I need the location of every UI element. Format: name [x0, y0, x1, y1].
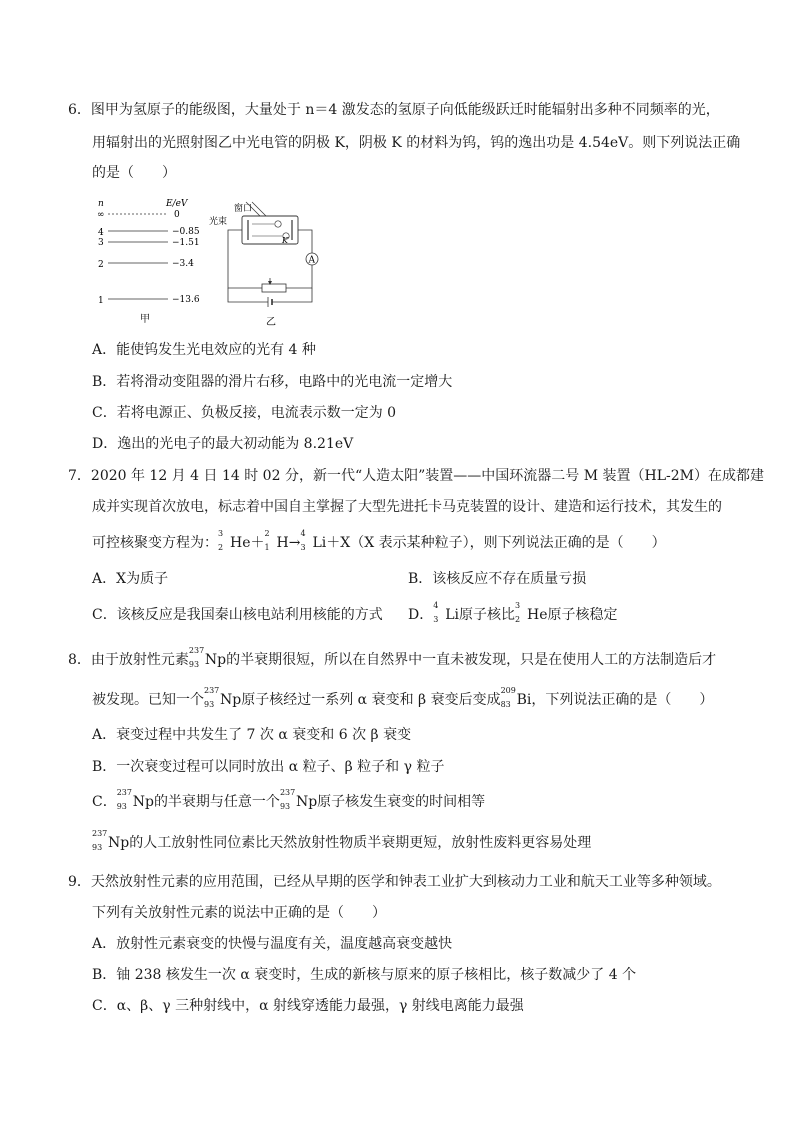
nuclide-np237-c2: 237 93 Np: [279, 788, 318, 811]
figure-caption-jia: 甲: [140, 314, 150, 325]
q6-option-c: C．若将电源正、负极反接，电流表示数一定为 0: [92, 405, 397, 421]
q9-option-b: B．铀 238 核发生一次 α 衰变时，生成的新核与原来的原子核相比，核子数减少了 4 个: [92, 967, 637, 983]
photocell-tube: [242, 216, 298, 244]
q7-stem-line3: [92, 529, 666, 553]
energy-level-diagram: [90, 196, 210, 328]
level-e-2: −3.4: [172, 259, 194, 269]
nuclide-np237-d: 237 93 Np: [92, 829, 130, 852]
q7-stem-line2: 成并实现首次放电，标志着中国自主掌握了大型先进托卡马克装置的设计、建造和运行技术，其发生的: [92, 499, 722, 515]
q7-option-a: A．X为质子: [92, 571, 169, 587]
rheostat: [262, 284, 286, 292]
q9-stem-line2: 下列有关放射性元素的说法中正确的是（ ）: [92, 905, 386, 921]
q8-option-b: B．一次衰变过程可以同时放出 α 粒子、β 粒子和 γ 粒子: [92, 759, 445, 775]
photoelectric-circuit-diagram: [208, 198, 326, 328]
nuclide-he3-option: 3 2 He: [515, 601, 548, 624]
nuclide-np237-b: 237 93 Np: [204, 686, 242, 709]
plus-x: ＋X: [326, 535, 351, 551]
electron-1: [275, 221, 281, 227]
figure-caption-yi: 乙: [266, 317, 276, 328]
nuclide-np237-c1: 237 93 Np: [116, 788, 154, 811]
nuclide-h2: 2 1 H: [264, 529, 289, 552]
nuclide-li4-option: 4 3 Li: [433, 601, 460, 624]
q7-option-d: D． 4 3 Li原子核比 3 2 He原子核稳定: [408, 601, 618, 624]
q7-eq-prefix: 可控核聚变方程为：: [92, 535, 218, 551]
q6-option-a: A．能使钨发生光电效应的光有 4 种: [92, 342, 316, 358]
q9-stem-line1: 9．天然放射性元素的应用范围，已经从早期的医学和钟表工业扩大到核动力工业和航天工业等多种领域。: [68, 874, 721, 890]
window-label: 窗口: [234, 204, 253, 214]
level-n-inf: ∞: [97, 210, 105, 220]
level-e-3: −1.51: [172, 238, 200, 248]
wire-right-top: [298, 230, 312, 253]
nuclide-he3: 3 2 He: [218, 529, 251, 552]
q8-option-a: A．衰变过程中共发生了 7 次 α 衰变和 6 次 β 衰变: [92, 727, 412, 743]
q6-option-d: D．逸出的光电子的最大初动能为 8.21eV: [92, 436, 354, 452]
q6-stem-line2: 用辐射出的光照射图乙中光电管的阴极 K，阴极 K 的材料为钨，钨的逸出功是 4.54eV。则下列说法正确: [92, 135, 741, 151]
level-n-3: 3: [98, 238, 104, 248]
n-axis-label: n: [98, 199, 104, 209]
q6-stem-line3: 的是（ ）: [92, 165, 176, 181]
level-n-1: 1: [98, 296, 104, 306]
level-e-1: −13.6: [172, 295, 200, 305]
q8-option-d: 237 93 Np的人工放射性同位素比天然放射性物质半衰期更短，放射性废料更容易处理: [92, 829, 592, 852]
light-beam-label: 光束: [209, 217, 228, 227]
q8-stem-line2: 被发现。已知一个 237 93 Np原子核经过一系列 α 衰变和 β 衰变后变成 209 83 Bi，下列说法正确的是（ ）: [92, 686, 714, 709]
level-n-2: 2: [98, 260, 104, 270]
q6-stem-line1: 6．图甲为氢原子的能级图，大量处于 n＝4 激发态的氢原子向低能级跃迁时能辐射出多种不同频率的光，: [68, 102, 720, 118]
q7-option-c: C．该核反应是我国秦山核电站利用核能的方式: [92, 607, 383, 623]
cathode-k-label: K: [282, 236, 288, 245]
plus-sign: ＋: [250, 535, 265, 551]
arrow-icon: →: [288, 535, 301, 551]
wire-left: [228, 230, 266, 288]
q6-option-b: B．若将滑动变阻器的滑片右移，电路中的光电流一定增大: [92, 374, 453, 390]
level-n-4: 4: [98, 228, 104, 238]
q8-stem-line1: 8．由于放射性元素 237 93 Np的半衰期很短，所以在自然界中一直未被发现，只是在使用人工的方法制造后才: [68, 646, 717, 669]
q9-option-a: A．放射性元素衰变的快慢与温度有关，温度越高衰变越快: [92, 936, 453, 952]
level-e-4: −0.85: [172, 227, 200, 237]
ammeter-label: A: [308, 255, 315, 266]
q7-stem-line1: 7．2020 年 12 月 4 日 14 时 02 分，新一代“人造太阳”装置——中国环流器二号 M 装置（HL-2M）在成都建: [68, 468, 764, 484]
q7-option-b: B．该核反应不存在质量亏损: [408, 571, 587, 587]
q9-option-c: C．α、β、γ 三种射线中，α 射线穿透能力最强，γ 射线电离能力最强: [92, 998, 524, 1014]
nuclide-np237: 237 93 Np: [188, 646, 227, 669]
nuclide-li4: 4 3 Li: [300, 529, 327, 552]
q7-eq-suffix: （X 表示某种粒子），则下列说法正确的是（ ）: [350, 535, 666, 551]
level-e-inf: 0: [174, 210, 180, 220]
nuclide-bi209: 209 83 Bi: [500, 686, 532, 709]
light-ray-2: [252, 202, 266, 216]
q8-option-c: C． 237 93 Np的半衰期与任意一个 237 93 Np原子核发生衰变的时间相等: [92, 788, 486, 811]
energy-axis-label: E/eV: [166, 199, 188, 209]
wire-right-bottom: [286, 265, 312, 288]
